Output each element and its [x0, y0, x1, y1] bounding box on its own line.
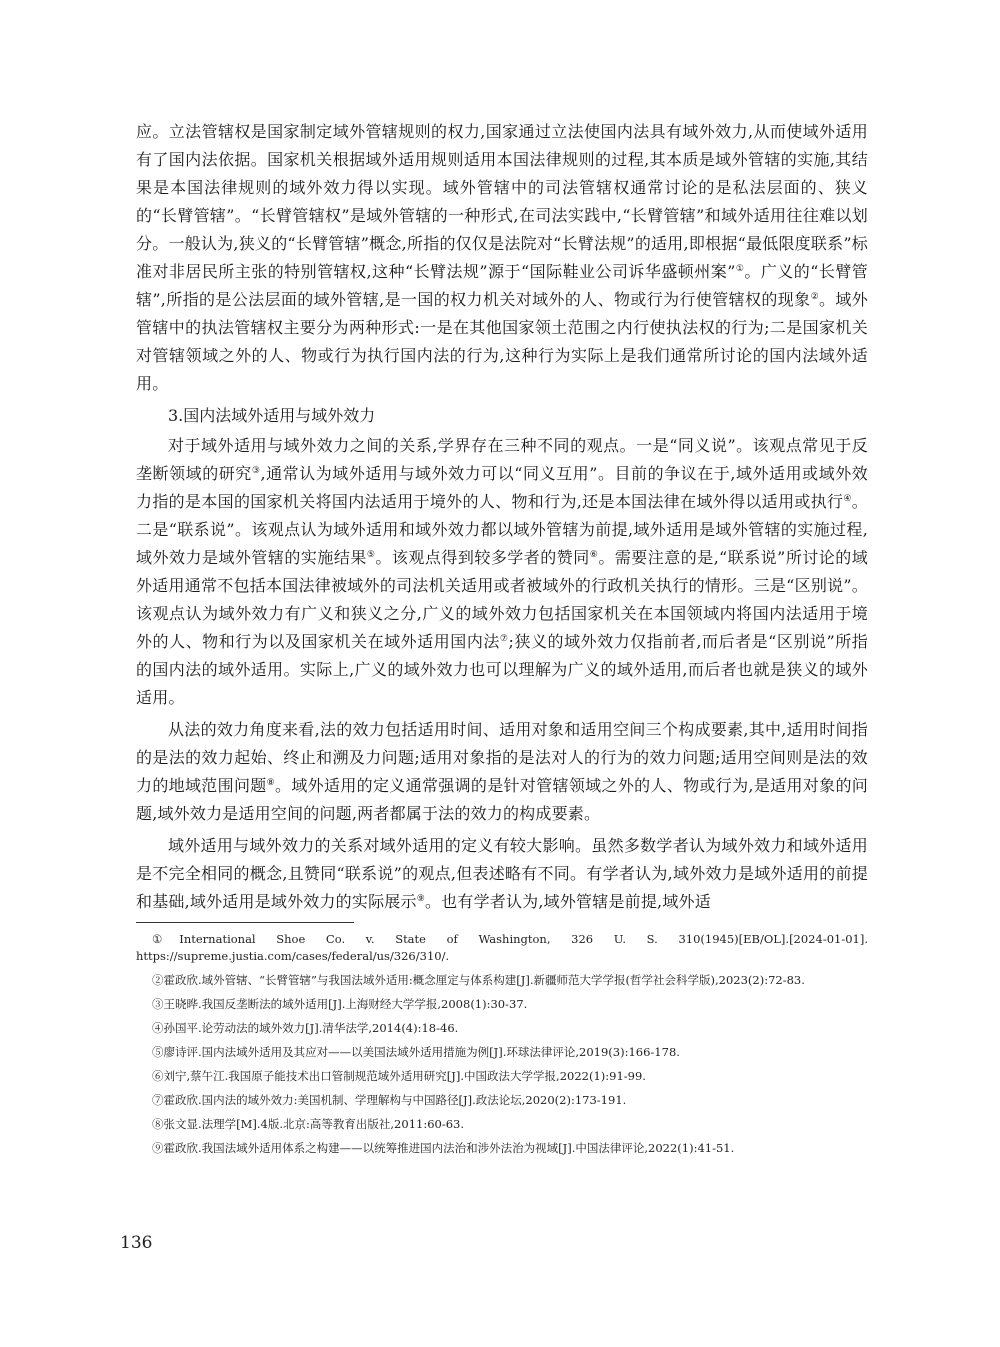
footnote-3: ③王晓晔.我国反垄断法的域外适用[J].上海财经大学学报,2008(1):30-37. — [152, 997, 528, 1011]
footnote-4: ④孙国平.论劳动法的域外效力[J].清华法学,2014(4):18-46. — [152, 1021, 459, 1035]
page-number: 136 — [120, 1233, 153, 1253]
page-body — [136, 118, 868, 1164]
footnote-5: ⑤廖诗评.国内法域外适用及其应对——以美国法域外适用措施为例[J].环球法律评论,2019(3):166-178. — [152, 1045, 680, 1059]
footnote-ref-7[interactable]: ⑦ — [499, 634, 509, 644]
footnote-ref-4[interactable]: ④ — [843, 494, 852, 504]
footnote-ref-3[interactable]: ③ — [251, 466, 261, 476]
footnote-1: ①International Shoe Co. v. State of Washington, 326 U. S. 310(1945)[EB/OL].[2024-01-01]. https://supreme.justia.com/cases/federal/us/326/310/. — [136, 932, 868, 963]
footnote-divider — [136, 922, 354, 923]
footnote-9: ⑨霍政欣.我国法域外适用体系之构建——以统筹推进国内法治和涉外法治为视域[J].中国法律评论,2022(1):41-51. — [152, 1141, 735, 1155]
footnote-ref-5[interactable]: ⑤ — [366, 550, 376, 560]
paragraph-4: 域外适用与域外效力的关系对域外适用的定义有较大影响。虽然多数学者认为域外效力和域外适用是不完全相同的概念,且赞同“联系说”的观点,但表述略有不同。有学者认为,域外效力是域外适用的前提和基础,域外适用是域外效力的实际展示⑨。也有学者认为,域外管辖是前提,域外适 — [136, 836, 868, 911]
footnote-6: ⑥刘宁,蔡午江.我国原子能技术出口管制规范域外适用研究[J].中国政法大学学报,2022(1):91-99. — [152, 1069, 646, 1083]
footnote-ref-9[interactable]: ⑨ — [416, 894, 425, 904]
footnote-ref-2[interactable]: ② — [810, 292, 820, 302]
footnotes — [136, 931, 868, 1157]
section-heading: 3.国内法域外适用与域外效力 — [168, 406, 376, 425]
footnote-ref-8[interactable]: ⑧ — [266, 778, 276, 788]
paragraph-2: 对于域外适用与域外效力之间的关系,学界存在三种不同的观点。一是“同义说”。该观点常见于反垄断领域的研究③,通常认为域外适用与域外效力可以“同义互用”。目前的争议在于,域外适用或域外效力指的是本国的国家机关将国内法适用于境外的人、物和行为,还是本国法律在域外得以适用或执行④。二是“联系说”。该观点认为域外适用和域外效力都以域外管辖为前提,域外适用是域外管辖的实施过程,域外效力是域外管辖的实施结果⑤。该观点得到较多学者的赞同⑥。需要注意的是,“联系说”所讨论的域外适用通常不包括本国法律被域外的司法机关适用或者被域外的行政机关执行的情形。三是“区别说”。该观点认为域外效力有广义和狭义之分,广义的域外效力包括国家机关在本国领域内将国内法适用于境外的人、物和行为以及国家机关在域外适用国内法⑦;狭义的域外效力仅指前者,而后者是“区别说”所指的国内法的域外适用。实际上,广义的域外效力也可以理解为广义的域外适用,而后者也就是狭义的域外适用。 — [136, 436, 868, 707]
footnote-2: ②霍政欣.域外管辖、“长臂管辖”与我国法域外适用:概念厘定与体系构建[J].新疆师范大学学报(哲学社会科学版),2023(2):72-83. — [152, 973, 805, 987]
footnote-7: ⑦霍政欣.国内法的域外效力:美国机制、学理解构与中国路径[J].政法论坛,2020(2):173-191. — [152, 1093, 627, 1107]
footnote-ref-6[interactable]: ⑥ — [589, 550, 599, 560]
footnote-8: ⑧张文显.法理学[M].4版.北京:高等教育出版社,2011:60-63. — [152, 1117, 465, 1131]
footnote-ref-1[interactable]: ① — [735, 264, 745, 274]
paragraph-3: 从法的效力角度来看,法的效力包括适用时间、适用对象和适用空间三个构成要素,其中,适用时间指的是法的效力起始、终止和溯及力问题;适用对象指的是法对人的行为的效力问题;适用空间则是法的效力的地域范围问题⑧。域外适用的定义通常强调的是针对管辖领域之外的人、物或行为,是适用对象的问题,域外效力是适用空间的问题,两者都属于法的效力的构成要素。 — [136, 720, 868, 823]
paragraph-1: 应。立法管辖权是国家制定域外管辖规则的权力,国家通过立法使国内法具有域外效力,从而使域外适用有了国内法依据。国家机关根据域外适用规则适用本国法律规则的过程,其本质是域外管辖的实施,其结果是本国法律规则的域外效力得以实现。域外管辖中的司法管辖权通常讨论的是私法层面的、狭义的“长臂管辖”。“长臂管辖权”是域外管辖的一种形式,在司法实践中,“长臂管辖”和域外适用往往难以划分。一般认为,狭义的“长臂管辖”概念,所指的仅仅是法院对“长臂法规”的适用,即根据“最低限度联系”标准对非居民所主张的特别管辖权,这种“长臂法规”源于“国际鞋业公司诉华盛顿州案”①。广义的“长臂管辖”,所指的是公法层面的域外管辖,是一国的权力机关对域外的人、物或行为行使管辖权的现象②。域外管辖中的执法管辖权主要分为两种形式:一是在其他国家领土范围之内行使执法权的行为;二是国家机关对管辖领域之外的人、物或行为执行国内法的行为,这种行为实际上是我们通常所讨论的国内法域外适用。 — [136, 122, 868, 393]
